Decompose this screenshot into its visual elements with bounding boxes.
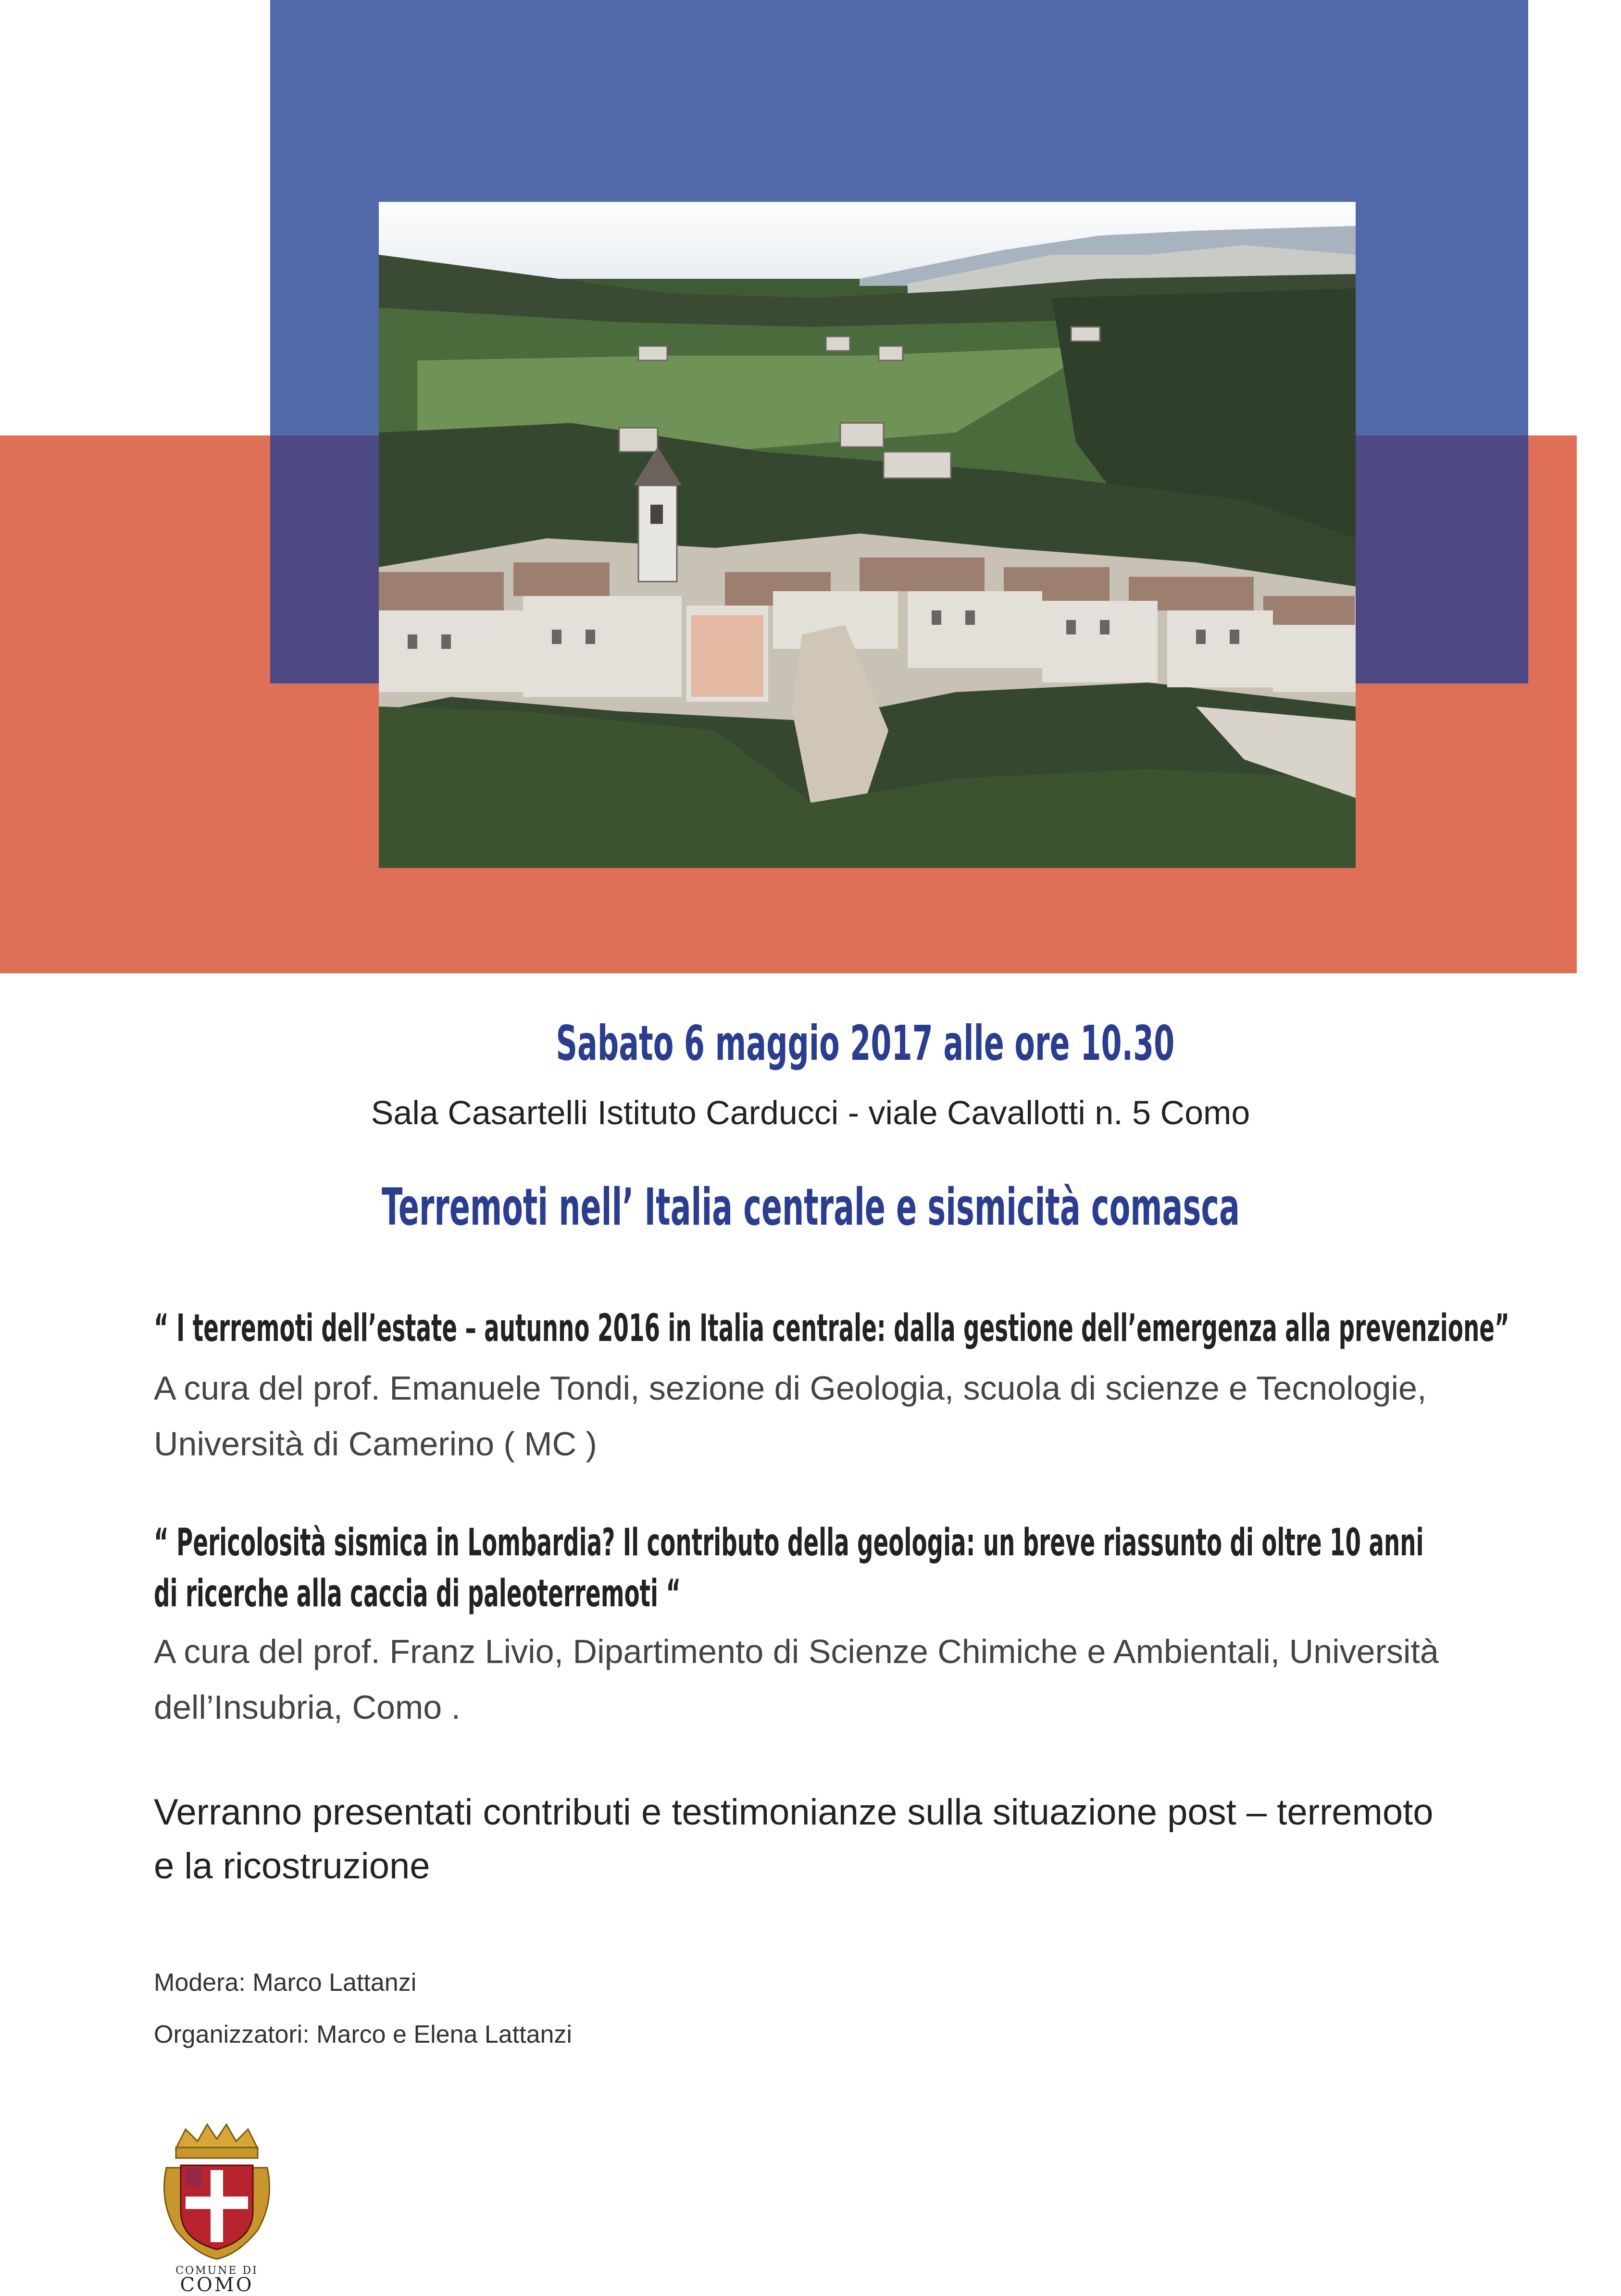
village-aerial-photo: [379, 202, 1356, 868]
moderator-credit: Modera: Marco Lattanzi: [154, 1969, 417, 1997]
como-crest-icon: [157, 2120, 277, 2264]
talk-2-speaker-line-1: A cura del prof. Franz Livio, Dipartimento di Scienze Chimiche e Ambientali, Università: [154, 1633, 1439, 1670]
organizers-credit: Organizzatori: Marco e Elena Lattanzi: [154, 2021, 572, 2048]
event-date-heading: Sabato 6 maggio 2017 alle ore 10.30: [556, 1015, 1175, 1071]
talk-2-speaker-line-2: dell’Insubria, Como .: [154, 1688, 461, 1726]
notes-line-1: Verranno presentati contributi e testimonianze sulla situazione post – terremoto: [154, 1792, 1434, 1833]
talk-1-speaker-line-2: Università di Camerino ( MC ): [154, 1425, 597, 1463]
comune-di-como-logo: [157, 2120, 277, 2295]
logo-text-line-1: COMUNE DI: [175, 2265, 258, 2277]
logo-text-line-2: COMO: [180, 2274, 254, 2296]
notes-paragraph: [154, 1786, 1433, 1893]
event-main-title: Terremoti nell’ Italia centrale e sismicità comasca: [381, 1178, 1240, 1237]
notes-line-2: e la ricostruzione: [154, 1846, 430, 1886]
talk-2-speaker: [154, 1624, 1439, 1735]
event-venue: Sala Casartelli Istituto Carducci - viale Cavallotti n. 5 Como: [371, 1094, 1250, 1131]
talk-1-title: “ I terremoti dell’estate – autunno 2016 in Italia centrale: dalla gestione dell’emergenza alla prevenzione”: [154, 1307, 1509, 1350]
talk-1-speaker-line-1: A cura del prof. Emanuele Tondi, sezione di Geologia, scuola di scienze e Tecnologie,: [154, 1369, 1427, 1407]
talk-2-title-line-2: di ricerche alla caccia di paleoterremoti “: [154, 1572, 681, 1615]
talk-2-title-line-1: “ Pericolosità sismica in Lombardia? Il contributo della geologia: un breve riassunto di oltre 10 anni: [154, 1521, 1424, 1564]
talk-1-speaker: [154, 1360, 1426, 1472]
